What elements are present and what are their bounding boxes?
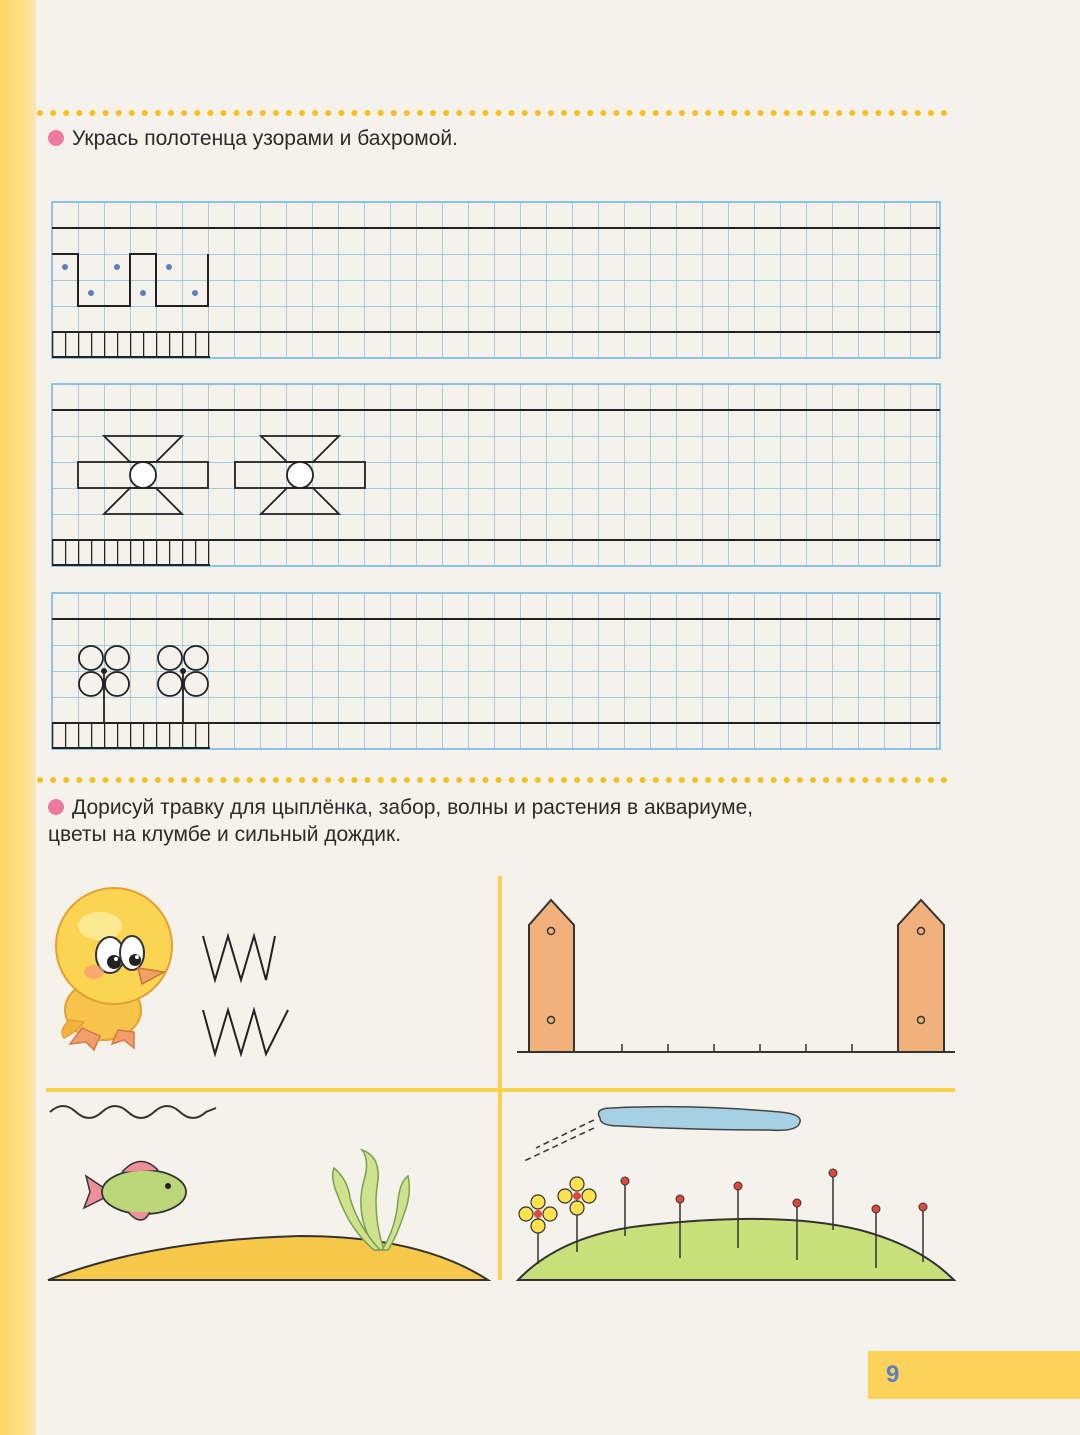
flowerbed-illustration bbox=[518, 1107, 954, 1280]
page-number: 9 bbox=[886, 1361, 900, 1388]
towel-grid-3 bbox=[52, 593, 940, 749]
fish-icon bbox=[84, 1161, 186, 1220]
task-2-instruction: Дорисуй травку для цыплёнка, забор, волны и растения в аквариуме, цветы на клумбе и сильный дождик. bbox=[48, 796, 754, 846]
seaweed-icon bbox=[333, 1150, 410, 1250]
fence-illustration bbox=[517, 900, 955, 1052]
towel-grid-1 bbox=[52, 202, 940, 358]
rain-lines bbox=[522, 1120, 594, 1162]
chick-illustration bbox=[56, 888, 172, 1050]
towel-grid-2 bbox=[52, 384, 940, 566]
grass-zigzag-pattern bbox=[203, 936, 288, 1054]
task-1-instruction: Укрась полотенца узорами и бахромой. bbox=[48, 125, 458, 152]
page-number-tab bbox=[868, 1351, 1080, 1399]
aquarium-illustration bbox=[48, 1106, 488, 1280]
rain-cloud-icon bbox=[599, 1107, 801, 1131]
